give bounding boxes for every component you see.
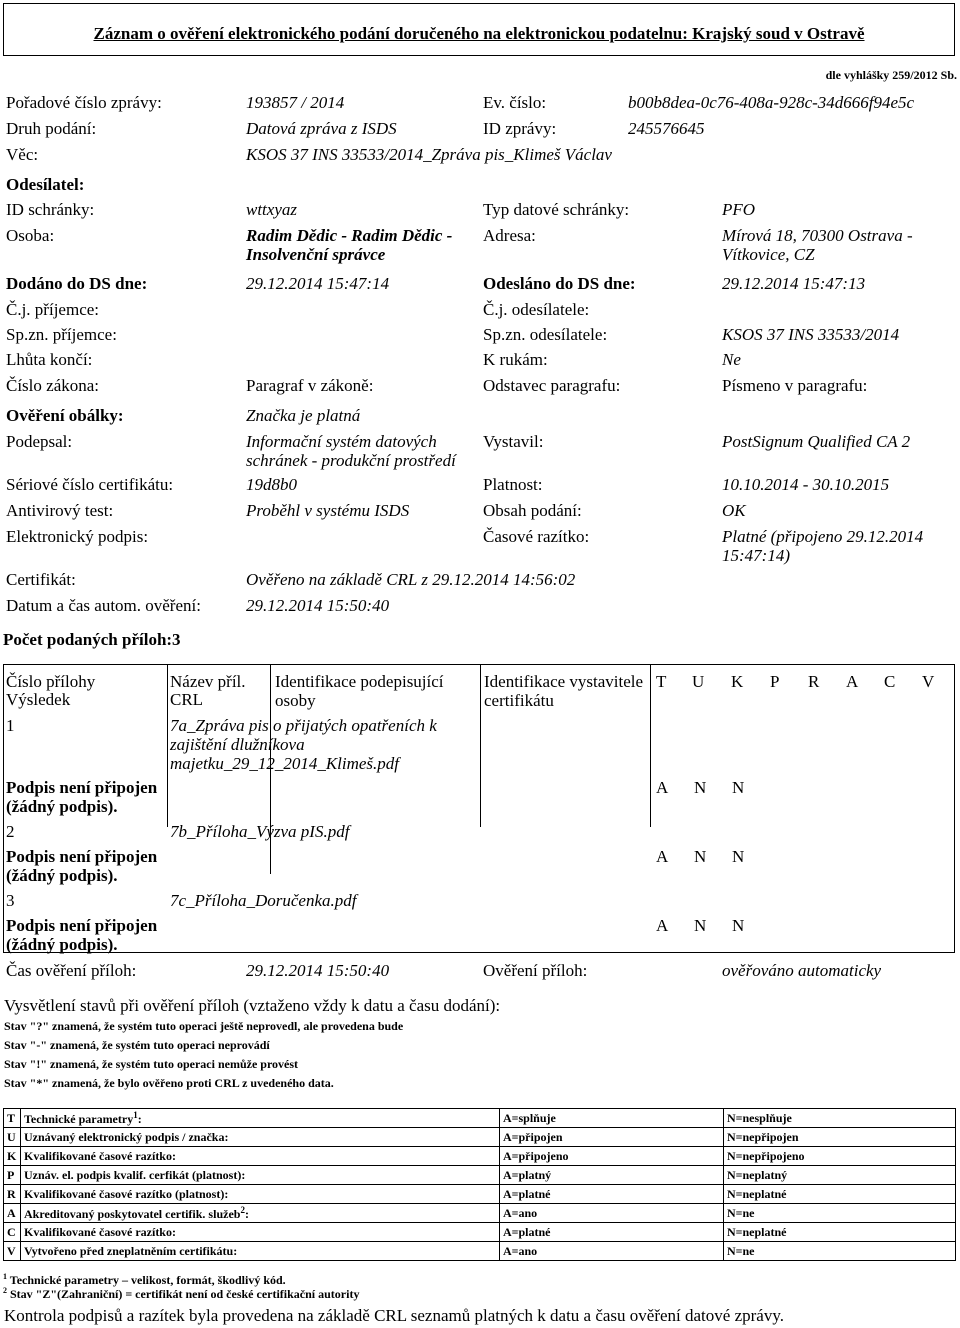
legend-desc: Uznáv. el. podpis kvalif. cerfikát (platnost): <box>21 1166 500 1185</box>
footnote-ref: 2 <box>240 1204 245 1215</box>
attachment-flag-u: N <box>694 916 707 935</box>
deadline-label: Lhůta končí: <box>6 350 93 369</box>
col-issuer-header: Identifikace vystavitele certifikátu <box>484 672 644 710</box>
message-id-label: ID zprávy: <box>483 119 557 138</box>
flag-header-v: V <box>922 672 935 691</box>
explanation-line: Stav "-" znamená, že systém tuto operaci neprovádí <box>4 1038 270 1052</box>
sender-file-label: Sp.zn. odesílatele: <box>483 325 608 344</box>
legend-row <box>4 1185 956 1204</box>
column-divider <box>650 665 651 827</box>
auto-verify-value: 29.12.2014 15:50:40 <box>246 596 390 615</box>
law-label: Číslo zákona: <box>6 376 100 395</box>
attachment-flag-u: N <box>694 778 707 797</box>
subject-label: Věc: <box>6 145 39 164</box>
order-no-label: Pořadové číslo zprávy: <box>6 93 162 112</box>
legend-desc: Akreditovaný poskytovatel certifik. služeb$^2$: <box>21 1204 500 1223</box>
cert-label: Certifikát: <box>6 570 76 589</box>
recipient-file-label: Sp.zn. příjemce: <box>6 325 117 344</box>
delivered-label: Dodáno do DS dne: <box>6 274 148 293</box>
legend-desc: Uznávaný elektronický podpis / značka: <box>21 1128 500 1147</box>
auto-verify-label: Datum a čas autom. ověření: <box>6 596 201 615</box>
box-id-label: ID schránky: <box>6 200 95 219</box>
personal-value: Ne <box>722 350 741 369</box>
subsection-label: Odstavec paragrafu: <box>483 376 621 395</box>
attachment-flag-t: A <box>656 847 669 866</box>
cert-value: Ověřeno na základě CRL z 29.12.2014 14:56:02 <box>246 570 576 589</box>
legend-no: N=nepřipojen <box>724 1128 956 1147</box>
legend-key: U <box>4 1128 21 1147</box>
attachment-result: Podpis není připojen (žádný podpis). <box>6 778 158 816</box>
col-signer-header: Identifikace podepisující osoby <box>275 672 444 710</box>
validity-label: Platnost: <box>483 475 543 494</box>
flag-header-a: A <box>846 672 859 691</box>
legend-no: N=ne <box>724 1242 956 1261</box>
message-id-value: 245576645 <box>628 119 705 138</box>
flag-header-c: C <box>884 672 896 691</box>
timestamp-label: Časové razítko: <box>483 527 590 546</box>
attachment-flag-u: N <box>694 847 707 866</box>
legend-row <box>4 1242 956 1261</box>
content-value: OK <box>722 501 746 520</box>
address-label: Adresa: <box>483 226 536 245</box>
column-divider <box>167 665 168 827</box>
explanation-line: Stav "*" znamená, že bylo ověřeno proti CRL z uvedeného data. <box>4 1076 334 1090</box>
legend-yes: A=splňuje <box>500 1109 724 1128</box>
legend-row <box>4 1109 956 1128</box>
attachment-flag-k: N <box>732 916 745 935</box>
regulation-note: dle vyhlášky 259/2012 Sb. <box>825 68 957 82</box>
paragraph-label: Paragraf v zákoně: <box>246 376 374 395</box>
recipient-ref-label: Č.j. příjemce: <box>6 300 100 319</box>
sender-file-value: KSOS 37 INS 33533/2014 <box>722 325 900 344</box>
content-label: Obsah podání: <box>483 501 582 520</box>
legend-desc: Kvalifikované časové razítko (platnost): <box>21 1185 500 1204</box>
subject-value: KSOS 37 INS 33533/2014_Zpráva pis_Klimeš Václav <box>246 145 612 164</box>
legend-yes: A=připojen <box>500 1128 724 1147</box>
attachment-result: Podpis není připojen (žádný podpis). <box>6 847 158 885</box>
legend-yes: A=ano <box>500 1242 724 1261</box>
flag-header-r: R <box>808 672 820 691</box>
legend-table <box>3 1108 956 1261</box>
col-result-header: Výsledek <box>6 690 71 709</box>
attachments-time-value: 29.12.2014 15:50:40 <box>246 961 390 980</box>
attachment-flag-t: A <box>656 778 669 797</box>
explanation-line: Stav "!" znamená, že systém tuto operaci nemůže provést <box>4 1057 299 1071</box>
explanation-line: Stav "?" znamená, že systém tuto operaci ještě neprovedl, ale provedena bude <box>4 1019 404 1033</box>
legend-desc: Technické parametry$^1$: <box>21 1109 500 1128</box>
legend-yes: A=platné <box>500 1185 724 1204</box>
esign-label: Elektronický podpis: <box>6 527 149 546</box>
footnote-number: 1 <box>3 1272 7 1281</box>
timestamp-value: Platné (připojeno 29.12.2014 15:47:14) <box>722 527 924 565</box>
issuer-value: PostSignum Qualified CA 2 <box>722 432 911 451</box>
legend-yes: A=připojeno <box>500 1147 724 1166</box>
address-value: Mírová 18, 70300 Ostrava - Vítkovice, CZ <box>722 226 913 264</box>
attachment-flag-k: N <box>732 778 745 797</box>
validity-value: 10.10.2014 - 30.10.2015 <box>722 475 890 494</box>
attachment-number: 2 <box>6 822 15 841</box>
footnote-2 <box>3 1284 359 1301</box>
flag-header-u: U <box>692 672 705 691</box>
legend-row <box>4 1166 956 1185</box>
attachment-flag-k: N <box>732 847 745 866</box>
box-id-value: wttxyaz <box>246 200 297 219</box>
title-box <box>3 3 955 56</box>
page-title: Záznam o ověření elektronického podání doručeného na elektronickou podatelnu: Krajský soud v Ostravě <box>93 24 865 43</box>
attachment-flag-t: A <box>656 916 669 935</box>
letter-label: Písmeno v paragrafu: <box>722 376 868 395</box>
footer-note: Kontrola podpisů a razítek byla provedena na základě CRL seznamů platných k datu a času ověření datové zprávy. <box>4 1306 784 1325</box>
legend-no: N=nepřipojeno <box>724 1147 956 1166</box>
attachments-count: Počet podaných příloh:3 <box>3 630 181 649</box>
person-label: Osoba: <box>6 226 55 245</box>
attachment-name[interactable]: 7b_Příloha_Výzva pIS.pdf <box>170 822 350 841</box>
signed-label: Podepsal: <box>6 432 73 451</box>
col-number-header: Číslo přílohy <box>6 672 96 691</box>
legend-no: N=ne <box>724 1204 956 1223</box>
legend-desc-text: Technické parametry <box>24 1111 134 1126</box>
legend-yes: A=platné <box>500 1223 724 1242</box>
legend-row <box>4 1204 956 1223</box>
flag-header-k: K <box>731 672 744 691</box>
issuer-label: Vystavil: <box>483 432 544 451</box>
legend-desc: Kvalifikované časové razítko: <box>21 1223 500 1242</box>
legend-no: N=neplatné <box>724 1185 956 1204</box>
envelope-value: Značka je platná <box>246 406 361 425</box>
legend-key: C <box>4 1223 21 1242</box>
box-type-label: Typ datové schránky: <box>483 200 630 219</box>
sender-ref-label: Č.j. odesílatele: <box>483 300 590 319</box>
personal-label: K rukám: <box>483 350 548 369</box>
flag-header-t: T <box>656 672 667 691</box>
legend-no: N=neplatný <box>724 1166 956 1185</box>
attachments-verify-value: ověřováno automaticky <box>722 961 882 980</box>
legend-desc: Kvalifikované časové razítko: <box>21 1147 500 1166</box>
order-no-value: 193857 / 2014 <box>246 93 345 112</box>
legend-desc: Vytvořeno před zneplatněním certifikátu: <box>21 1242 500 1261</box>
flag-header-p: P <box>770 672 780 691</box>
col-name-header: Název příl. <box>170 672 246 691</box>
sent-value: 29.12.2014 15:47:13 <box>722 274 866 293</box>
attachments-time-label: Čas ověření příloh: <box>6 961 137 980</box>
legend-key: A <box>4 1204 21 1223</box>
legend-key: T <box>4 1109 21 1128</box>
attachment-number: 1 <box>6 716 15 735</box>
ev-no-value: b00b8dea-0c76-408a-928c-34d666f94e5c <box>628 93 915 112</box>
legend-row <box>4 1128 956 1147</box>
legend-key: V <box>4 1242 21 1261</box>
column-divider <box>480 665 481 827</box>
footnote-ref: 1 <box>133 1109 138 1120</box>
sent-label: Odesláno do DS dne: <box>483 274 636 293</box>
footnote-text: Technické parametry – velikost, formát, škodlivý kód. <box>9 1273 286 1287</box>
footnote-text: Stav "Z"(Zahraniční) = certifikát není od české certifikační autority <box>10 1287 360 1301</box>
antivirus-label: Antivirový test: <box>6 501 114 520</box>
legend-no: N=neplatné <box>724 1223 956 1242</box>
legend-row <box>4 1147 956 1166</box>
legend-yes: A=ano <box>500 1204 724 1223</box>
type-label: Druh podání: <box>6 119 97 138</box>
delivered-value: 29.12.2014 15:47:14 <box>246 274 390 293</box>
legend-key: K <box>4 1147 21 1166</box>
type-value: Datová zpráva z ISDS <box>246 119 397 138</box>
serial-label: Sériové číslo certifikátu: <box>6 475 174 494</box>
attachments-verify-label: Ověření příloh: <box>483 961 588 980</box>
footnote-number: 2 <box>3 1286 7 1295</box>
attachment-name[interactable]: 7c_Příloha_Doručenka.pdf <box>170 891 357 910</box>
legend-no: N=nesplňuje <box>724 1109 956 1128</box>
legend-key: R <box>4 1185 21 1204</box>
serial-value: 19d8b0 <box>246 475 297 494</box>
legend-key: P <box>4 1166 21 1185</box>
sender-heading: Odesílatel: <box>6 175 85 194</box>
legend-desc-text: Akreditovaný poskytovatel certifik. služeb <box>24 1206 241 1221</box>
signed-value: Informační systém datových schránek - produkční prostředí <box>246 432 456 470</box>
envelope-label: Ověření obálky: <box>6 406 124 425</box>
antivirus-value: Proběhl v systému ISDS <box>246 501 410 520</box>
col-crl-header: CRL <box>170 690 204 709</box>
person-value: Radim Dědic - Radim Dědic - Insolvenční správce <box>246 226 453 264</box>
attachment-result: Podpis není připojen (žádný podpis). <box>6 916 158 954</box>
legend-yes: A=platný <box>500 1166 724 1185</box>
attachment-number: 3 <box>6 891 15 910</box>
box-type-value: PFO <box>722 200 756 219</box>
legend-row <box>4 1223 956 1242</box>
ev-no-label: Ev. číslo: <box>483 93 547 112</box>
attachment-name[interactable]: 7a_Zpráva pis o přijatých opatřeních k zajištění dlužníkova majetku_29_12_2014_Klimeš.pdf <box>170 716 437 773</box>
explanation-title: Vysvětlení stavů při ověření příloh (vztaženo vždy k datu a času dodání): <box>4 996 501 1015</box>
